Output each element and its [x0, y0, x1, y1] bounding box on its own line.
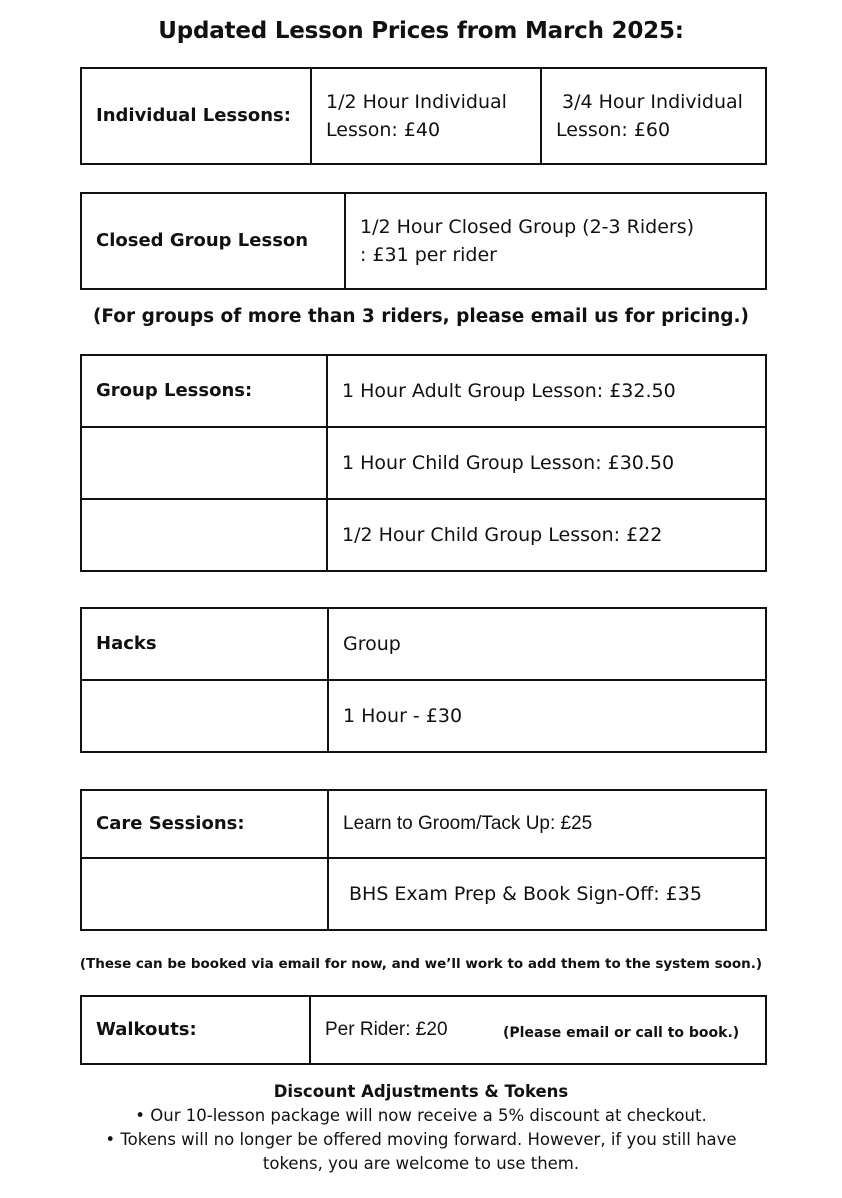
closed-group-table [80, 192, 767, 290]
care-session-item: BHS Exam Prep & Book Sign-Off: £35 [328, 858, 766, 930]
hacks-label: Hacks [81, 608, 328, 680]
hacks-item: Group [328, 608, 766, 680]
groups-pricing-note: (For groups of more than 3 riders, please email us for pricing.) [92, 306, 750, 327]
page-title: Updated Lesson Prices from March 2025: [158, 18, 684, 44]
care-sessions-note: (These can be booked via email for now, and we’ll work to add them to the system soon.) [79, 956, 763, 972]
empty-cell [81, 499, 327, 571]
tokens-line: • Tokens will no longer be offered moving forward. However, if you still have [105, 1130, 737, 1149]
tokens-line-continued: tokens, you are welcome to use them. [262, 1154, 580, 1173]
empty-cell [81, 680, 328, 752]
half-hour-individual-cell [311, 68, 541, 164]
closed-group-label: Closed Group Lesson [81, 193, 345, 289]
discount-line: • Our 10-lesson package will now receive a 5% discount at checkout. [135, 1106, 707, 1125]
three-quarter-hour-individual-line1: 3/4 Hour Individual [562, 91, 743, 113]
discount-heading: Discount Adjustments & Tokens [273, 1082, 569, 1101]
group-lessons-table [80, 354, 767, 572]
hacks-table [80, 607, 767, 753]
group-lesson-item: 1/2 Hour Child Group Lesson: £22 [327, 499, 766, 571]
closed-group-line1: 1/2 Hour Closed Group (2-3 Riders) [360, 216, 695, 238]
walkouts-label: Walkouts: [81, 996, 310, 1064]
discount-section [90, 1080, 752, 1176]
walkouts-cell [310, 996, 766, 1064]
care-sessions-table [80, 789, 767, 931]
group-lesson-item: 1 Hour Child Group Lesson: £30.50 [327, 427, 766, 499]
half-hour-individual-line1: 1/2 Hour Individual [326, 91, 507, 113]
individual-lessons-table [80, 67, 767, 165]
empty-cell [81, 427, 327, 499]
three-quarter-hour-individual-price: Lesson: £60 [556, 119, 671, 141]
walkouts-note: (Please email or call to book.) [503, 1025, 740, 1041]
empty-cell [81, 858, 328, 930]
closed-group-cell [345, 193, 766, 289]
half-hour-individual-price: Lesson: £40 [326, 119, 441, 141]
three-quarter-hour-individual-cell [541, 68, 766, 164]
walkouts-table [80, 995, 767, 1065]
group-lessons-label: Group Lessons: [81, 355, 327, 427]
walkouts-price: Per Rider: £20 [325, 1019, 448, 1040]
care-session-item: Learn to Groom/Tack Up: £25 [328, 790, 766, 858]
hacks-item: 1 Hour - £30 [328, 680, 766, 752]
group-lesson-item: 1 Hour Adult Group Lesson: £32.50 [327, 355, 766, 427]
individual-lessons-label: Individual Lessons: [81, 68, 311, 164]
closed-group-price: : £31 per rider [360, 244, 497, 266]
care-sessions-label: Care Sessions: [81, 790, 328, 858]
